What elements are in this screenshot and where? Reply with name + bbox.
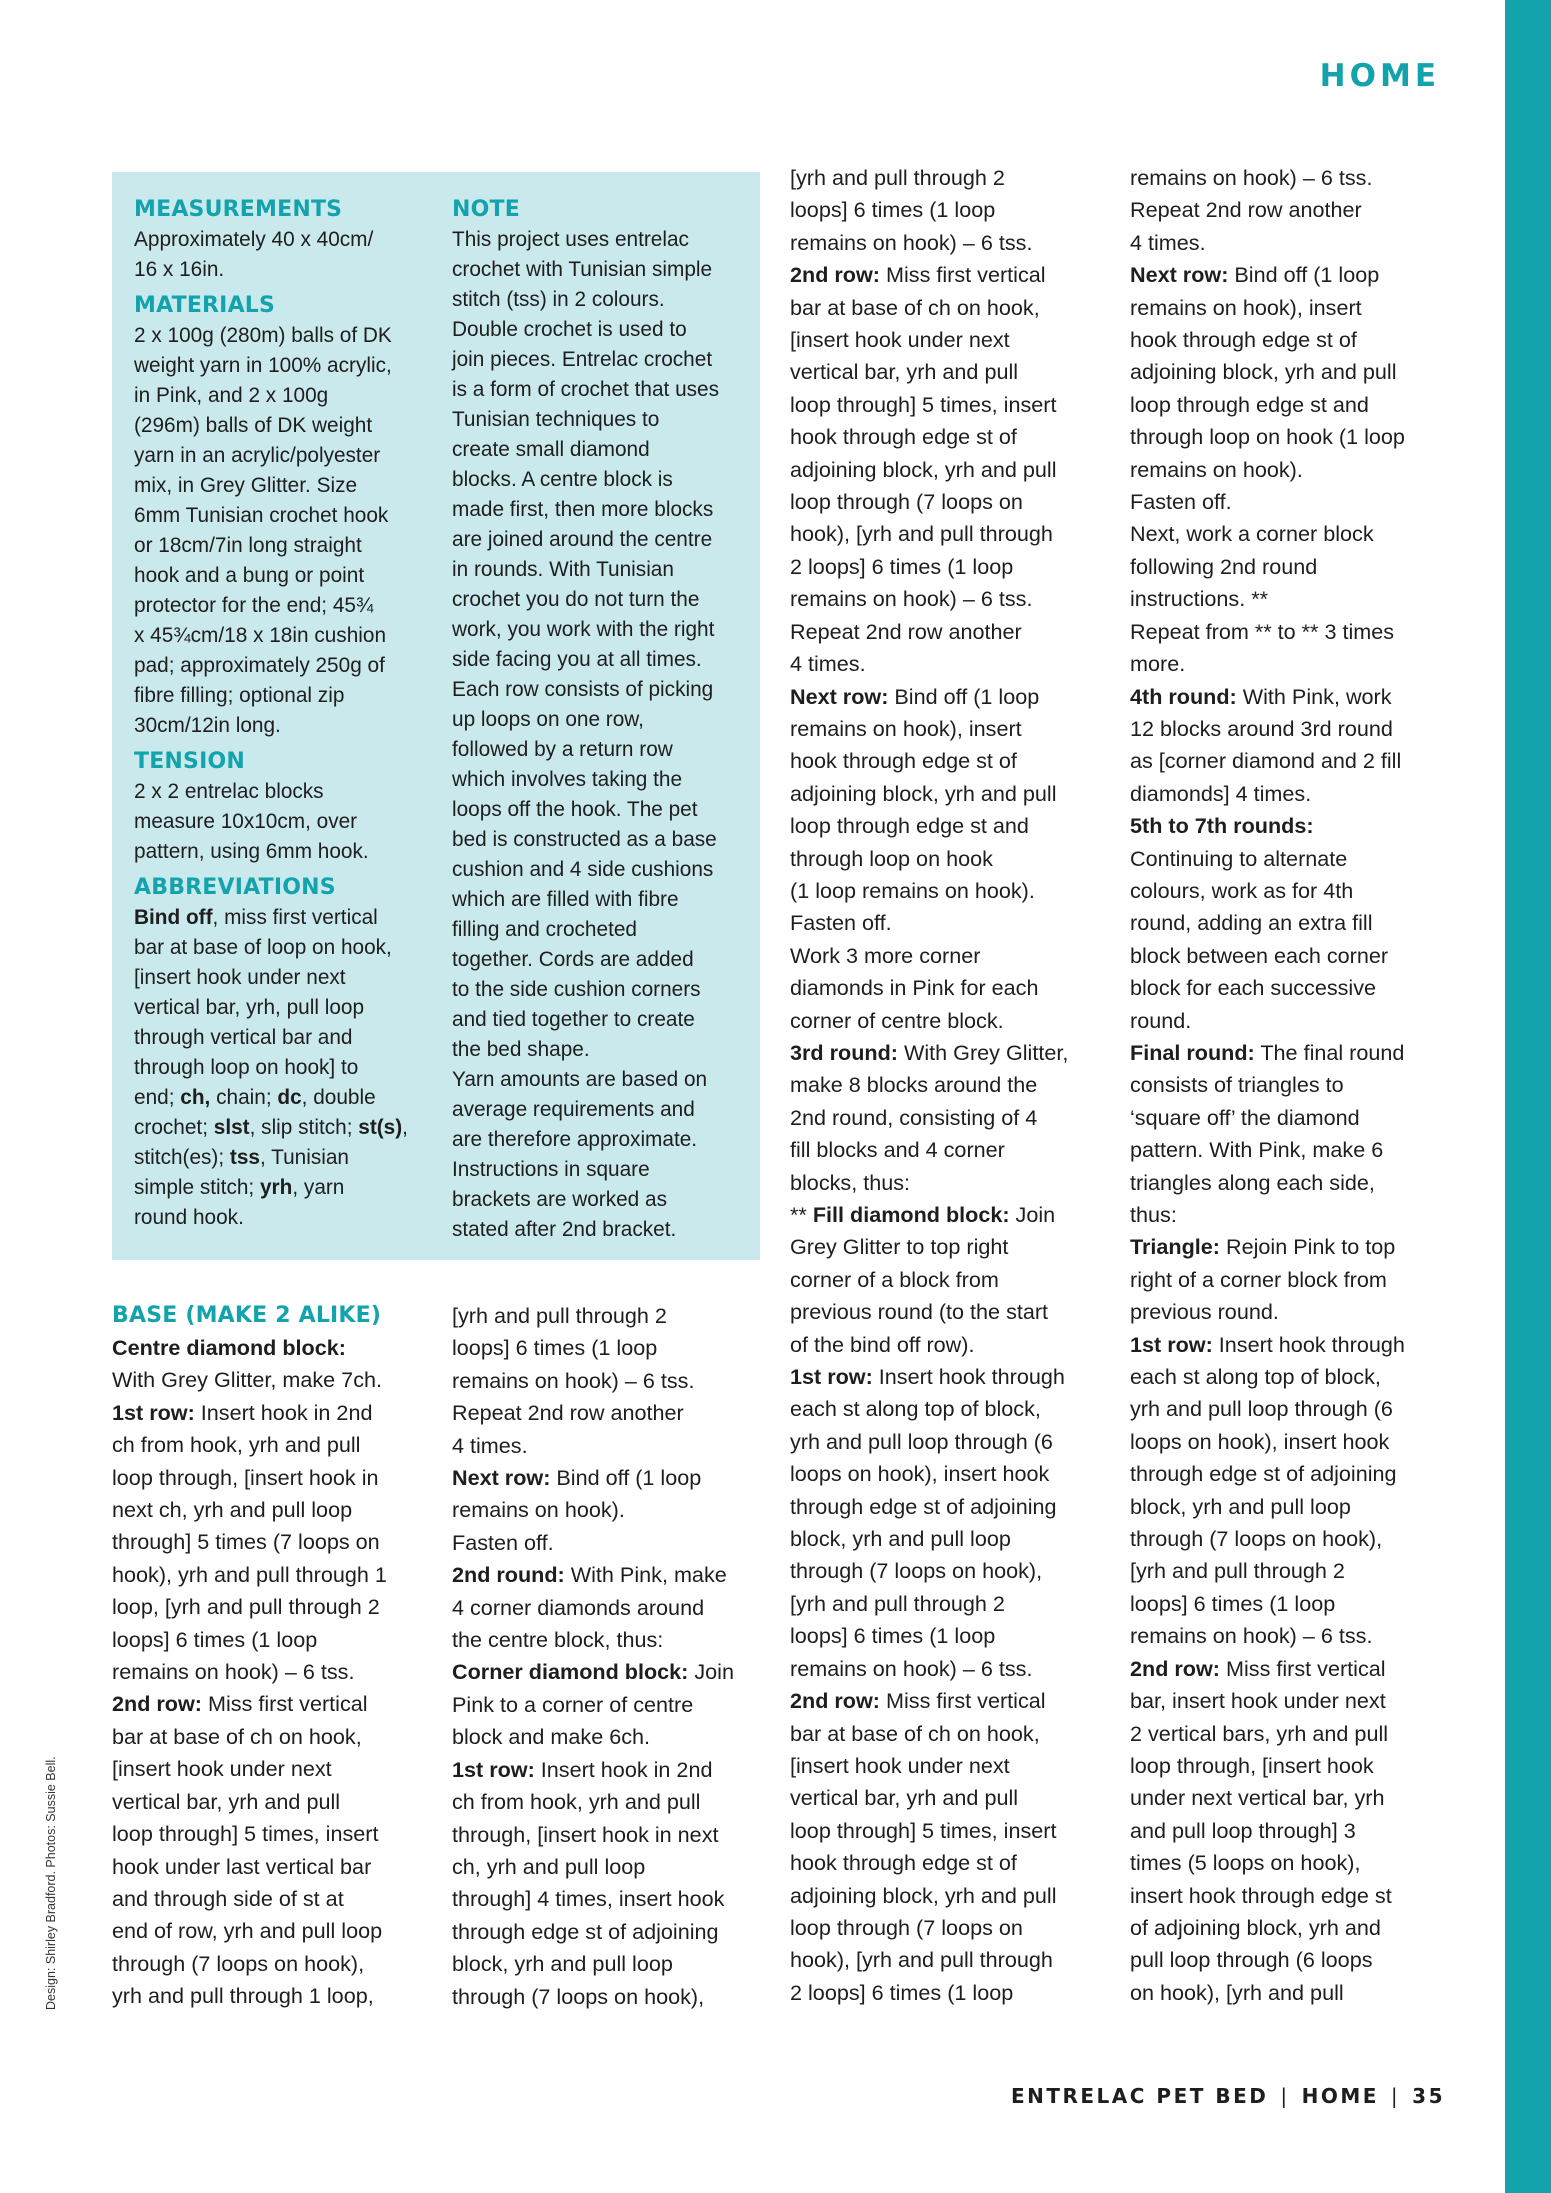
text-line: followed by a return row: [452, 738, 673, 761]
text-line: [yrh and pull through 2: [790, 1590, 1005, 1616]
text-line: loop through (7 loops on: [790, 1914, 1023, 1940]
text-line: weight yarn in 100% acrylic,: [134, 354, 392, 377]
text-line: block, yrh and pull loop: [452, 1951, 673, 1977]
text-line: consists of triangles to: [1130, 1072, 1344, 1098]
text-line: yrh and pull through 1 loop,: [112, 1983, 374, 2009]
footer-section: HOME: [1301, 2084, 1379, 2108]
text-line: previous round.: [1130, 1299, 1279, 1325]
col4-text-h: [1130, 1685, 1450, 2009]
text-line: remains on hook).: [1130, 456, 1303, 482]
text-line: filling and crocheted: [452, 918, 637, 941]
text-line: (1 loop remains on hook).: [790, 877, 1035, 903]
col3-text-e: [790, 1231, 1110, 1361]
text-line: through edge st of adjoining: [790, 1493, 1057, 1519]
text-line: remains on hook).: [452, 1497, 625, 1523]
measurements-heading: MEASUREMENTS: [134, 197, 343, 222]
text-line: of adjoining block, yrh and: [1130, 1914, 1381, 1940]
note-text: [452, 225, 752, 1245]
text-line: insert hook through edge st: [1130, 1882, 1392, 1908]
text-line: block for each successive: [1130, 975, 1377, 1001]
col3-text-a: [790, 162, 1110, 259]
text-line: Repeat 2nd row another: [452, 1400, 684, 1426]
text-line: previous round (to the start: [790, 1299, 1049, 1325]
text-line: loop through (7 loops on: [790, 489, 1023, 515]
text-line: end of row, yrh and pull loop: [112, 1918, 383, 1944]
text-line: ch from hook, yrh and pull: [452, 1789, 701, 1815]
text-line: on hook), [yrh and pull: [1130, 1979, 1344, 2005]
text-line: of the bind off row).: [790, 1331, 975, 1357]
column-3: [yrh and pull through 2 loops] 6 times (1 loop remains on hook) – 6 tss. 2nd row: Miss first vertical bar at base of ch on hook, [insert hook under next vertical bar, yrh and pull loop through] 5 times, insert hook through edge st of adjoining block, yrh and pull loop through (7 loops on hook), [yrh and pull through 2 loops] 6 times (1 loop remains on hook) – 6 tss. Repeat 2nd row another 4 times. Next row: Bind off (1 loop remains on hook), insert hook through edge st of adjoining block, yrh and pull loop through edge st and through loop on hook (1 loop remains on hook). Fasten off. Work 3 more corner diamonds in Pink for each corner of centre block. 3rd round: With Grey Glitter, make 8 blocks around the 2nd round, consisting of 4 fill blocks and 4 corner blocks, thus: ** Fill diamond block: Join Grey Glitter to top right corner of a block from previous round (to the start of the bind off row). 1st row: Insert hook through each st along top of block, yrh and pull loop through (6 loops on hook), insert hook through edge st of adjoining block, yrh and pull loop through (7 loops on hook), [yrh and pull through 2 loops] 6 times (1 loop remains on hook) – 6 tss. 2nd row: Miss first vertical bar at base of ch on hook, [insert hook under next vertical bar, yrh and pull loop through] 5 times, insert hook through edge st of adjoining block, yrh and pull loop through (7 loops on hook), [yrh and pull through 2 loops] 6 times (1 loop: [790, 162, 1110, 2009]
text-line: block and make 6ch.: [452, 1724, 651, 1750]
col3-text-g: [790, 1718, 1110, 2010]
text-line: 2 loops] 6 times (1 loop: [790, 1979, 1014, 2005]
text-line: (296m) balls of DK weight: [134, 414, 373, 437]
text-line: Tunisian techniques to: [452, 408, 660, 431]
text-line: instructions. **: [1130, 586, 1269, 612]
text-line: together. Cords are added: [452, 948, 694, 971]
text-line: Fasten off.: [1130, 489, 1232, 515]
text-line: through edge st of adjoining: [1130, 1461, 1397, 1487]
text-line: Grey Glitter to top right: [790, 1234, 1009, 1260]
col3-text-f: [790, 1393, 1110, 1685]
col2-text-a: [452, 1300, 772, 1462]
text-line: side facing you at all times.: [452, 648, 702, 671]
text-line: up loops on one row,: [452, 708, 644, 731]
text-line: which are filled with fibre: [452, 888, 679, 911]
text-line: remains on hook) – 6 tss.: [1130, 165, 1373, 190]
text-line: more.: [1130, 651, 1186, 677]
text-line: pull loop through (6 loops: [1130, 1947, 1373, 1973]
text-line: through (7 loops on hook),: [452, 1983, 705, 2009]
text-line: 2 x 100g (280m) balls of DK: [134, 324, 392, 347]
text-line: hook through edge st of: [790, 1850, 1017, 1876]
text-line: through (7 loops on hook),: [790, 1558, 1043, 1584]
text-line: hook), [yrh and pull through: [790, 1947, 1053, 1973]
text-line: remains on hook), insert: [790, 715, 1022, 741]
text-line: bar at base of ch on hook,: [790, 294, 1040, 320]
text-line: are therefore approximate.: [452, 1128, 698, 1151]
col1-text-a: [112, 1429, 432, 1688]
text-line: hook through edge st of: [1130, 327, 1357, 353]
text-line: are joined around the centre: [452, 528, 713, 551]
text-line: loops off the hook. The pet: [452, 798, 698, 821]
text-line: corner of centre block.: [790, 1007, 1004, 1033]
text-line: protector for the end; 45¾: [134, 594, 374, 617]
text-line: block, yrh and pull loop: [1130, 1493, 1351, 1519]
text-line: loop through edge st and: [1130, 391, 1369, 417]
text-line: [insert hook under next: [790, 327, 1010, 353]
text-line: each st along top of block,: [790, 1396, 1041, 1422]
text-line: bar at base of ch on hook,: [790, 1720, 1040, 1746]
text-line: hook), [yrh and pull through: [790, 521, 1053, 547]
col4-text-a: [1130, 162, 1450, 259]
measurements-text: [134, 225, 434, 285]
text-line: yrh and pull loop through (6: [1130, 1396, 1393, 1422]
text-line: 2 x 2 entrelac blocks: [134, 780, 324, 803]
text-line: fibre filling; optional zip: [134, 684, 345, 707]
text-line: 4 times.: [790, 651, 866, 677]
text-line: through] 4 times, insert hook: [452, 1886, 725, 1912]
column-4: remains on hook) – 6 tss. Repeat 2nd row another 4 times. Next row: Bind off (1 loop remains on hook), insert hook through edge st of adjoining block, yrh and pull loop through edge st and through loop on hook (1 loop remains on hook). Fasten off. Next, work a corner block following 2nd round instructions. ** Repeat from ** to ** 3 times more. 4th round: With Pink, work 12 blocks around 3rd round as [corner diamond and 2 fill diamonds] 4 times. 5th to 7th rounds: Continuing to alternate colours, work as for 4th round, adding an extra fill block between each corner block for each successive round. Final round: The final round consists of triangles to ‘square off’ the diamond pattern. With Pink, make 6 triangles along each side, thus: Triangle: Rejoin Pink to top right of a corner block from previous round. 1st row: Insert hook through each st along top of block, yrh and pull loop through (6 loops on hook), insert hook through edge st of adjoining block, yrh and pull loop through (7 loops on hook), [yrh and pull through 2 loops] 6 times (1 loop remains on hook) – 6 tss. 2nd row: Miss first vertical bar, insert hook under next 2 vertical bars, yrh and pull loop through, [insert hook under next vertical bar, yrh and pull loop through] 3 times (5 loops on hook), insert hook through edge st of adjoining block, yrh and pull loop through (6 loops on hook), [yrh and pull: [1130, 162, 1450, 2009]
text-line: This project uses entrelac: [452, 228, 689, 251]
text-line: diamonds] 4 times.: [1130, 780, 1312, 806]
text-line: ch from hook, yrh and pull: [112, 1432, 361, 1458]
text-line: average requirements and: [452, 1098, 695, 1121]
text-line: remains on hook) – 6 tss.: [790, 1655, 1033, 1681]
text-line: round, adding an extra fill: [1130, 910, 1373, 936]
footer-separator: |: [1390, 2084, 1401, 2108]
page-footer: [900, 2084, 1445, 2108]
text-line: remains on hook) – 6 tss.: [790, 229, 1033, 255]
text-line: or 18cm/7in long straight: [134, 534, 362, 557]
text-line: yarn in an acrylic/polyester: [134, 444, 381, 467]
text-line: remains on hook), insert: [1130, 294, 1362, 320]
text-line: crochet with Tunisian simple: [452, 258, 713, 281]
text-line: through] 5 times (7 loops on: [112, 1529, 380, 1555]
col2-text-d: [452, 1689, 772, 1754]
col4-text-c: [1130, 713, 1450, 810]
text-line: make 8 blocks around the: [790, 1072, 1038, 1098]
text-line: crochet you do not turn the: [452, 588, 700, 611]
text-line: pattern, using 6mm hook.: [134, 840, 369, 863]
text-line: is a form of crochet that uses: [452, 378, 720, 401]
text-line: 12 blocks around 3rd round: [1130, 715, 1393, 741]
col2-text-c: [452, 1592, 772, 1657]
text-line: bar at base of ch on hook,: [112, 1723, 362, 1749]
text-line: Pink to a corner of centre: [452, 1691, 694, 1717]
section-header: HOME: [1319, 58, 1440, 94]
text-line: ‘square off’ the diamond: [1130, 1104, 1360, 1130]
text-line: [yrh and pull through 2: [790, 165, 1005, 190]
text-line: Approximately 40 x 40cm/: [134, 228, 374, 251]
text-line: bed is constructed as a base: [452, 828, 717, 851]
text-line: remains on hook) – 6 tss.: [112, 1659, 355, 1685]
note-heading: NOTE: [452, 197, 520, 222]
text-line: loops] 6 times (1 loop: [790, 1623, 996, 1649]
text-line: hook under last vertical bar: [112, 1853, 372, 1879]
text-line: through loop on hook: [790, 845, 993, 871]
text-line: [yrh and pull through 2: [452, 1303, 667, 1328]
text-line: stated after 2nd bracket.: [452, 1218, 677, 1241]
materials-heading: MATERIALS: [134, 293, 276, 318]
text-line: colours, work as for 4th: [1130, 877, 1354, 903]
text-line: adjoining block, yrh and pull: [790, 456, 1057, 482]
text-line: bar, insert hook under next: [1130, 1688, 1386, 1714]
text-line: Repeat from ** to ** 3 times: [1130, 618, 1395, 644]
text-line: block, yrh and pull loop: [790, 1526, 1011, 1552]
col4-text-e: [1130, 1069, 1450, 1231]
side-accent-bar: [1505, 0, 1551, 2193]
text-line: brackets are worked as: [452, 1188, 667, 1211]
text-line: work, you work with the right: [452, 618, 715, 641]
text-line: diamonds in Pink for each: [790, 975, 1039, 1001]
tension-text: [134, 777, 434, 867]
text-line: loop through, [insert hook: [1130, 1752, 1374, 1778]
text-line: pattern. With Pink, make 6: [1130, 1137, 1384, 1163]
text-line: Instructions in square: [452, 1158, 650, 1181]
col2-text-b: [452, 1494, 772, 1559]
text-line: each st along top of block,: [1130, 1364, 1381, 1390]
text-line: create small diamond: [452, 438, 650, 461]
text-line: in rounds. With Tunisian: [452, 558, 674, 581]
text-line: loop through edge st and: [790, 813, 1029, 839]
text-line: x 45¾cm/18 x 18in cushion: [134, 624, 387, 647]
text-line: the centre block, thus:: [452, 1627, 664, 1653]
text-line: loops on hook), insert hook: [790, 1461, 1050, 1487]
text-line: hook through edge st of: [790, 424, 1017, 450]
text-line: ch, yrh and pull loop: [452, 1853, 646, 1879]
text-line: blocks, thus:: [790, 1169, 911, 1195]
text-line: blocks. A centre block is: [452, 468, 673, 491]
text-line: hook through edge st of: [790, 748, 1017, 774]
text-line: right of a corner block from: [1130, 1266, 1387, 1292]
text-line: vertical bar, yrh and pull: [112, 1788, 341, 1814]
col3-text-b: [790, 292, 1110, 681]
text-line: loops] 6 times (1 loop: [1130, 1590, 1336, 1616]
text-line: 6mm Tunisian crochet hook: [134, 504, 389, 527]
col1-text-b: [112, 1721, 432, 2013]
column-2: [yrh and pull through 2 loops] 6 times (1 loop remains on hook) – 6 tss. Repeat 2nd row another 4 times. Next row: Bind off (1 loop remains on hook). Fasten off. 2nd round: With Pink, make 4 corner diamonds around the centre block, thus: Corner diamond block: Join Pink to a corner of centre block and make 6ch. 1st row: Insert hook in 2nd ch from hook, yrh and pull through, [insert hook in next ch, yrh and pull loop through] 4 times, insert hook through edge st of adjoining block, yrh and pull loop through (7 loops on hook),: [452, 1300, 772, 2013]
text-line: and pull loop through] 3: [1130, 1817, 1356, 1843]
text-line: triangles along each side,: [1130, 1169, 1375, 1195]
col4-text-f: [1130, 1264, 1450, 1329]
col3-text-c: [790, 713, 1110, 1037]
col2-text-e: [452, 1786, 772, 2013]
col4-text-d: [1130, 843, 1450, 1037]
text-line: 16 x 16in.: [134, 258, 225, 281]
text-line: Double crochet is used to: [452, 318, 687, 341]
text-line: which involves taking the: [452, 768, 683, 791]
block-title: Centre diamond block:: [112, 1335, 346, 1360]
box-left-column: [134, 195, 434, 1233]
text-line: through edge st of adjoining: [452, 1918, 719, 1944]
text-line: 4 times.: [1130, 229, 1206, 255]
text-line: and through side of st at: [112, 1885, 344, 1911]
text-line: the bed shape.: [452, 1038, 590, 1061]
text-line: loops on hook), insert hook: [1130, 1428, 1390, 1454]
text-line: Work 3 more corner: [790, 942, 981, 968]
footer-title: ENTRELAC PET BED: [1010, 2084, 1269, 2108]
materials-text: [134, 321, 434, 741]
text-line: stitch (tss) in 2 colours.: [452, 288, 665, 311]
text-line: loop through, [insert hook in: [112, 1464, 379, 1490]
text-line: Each row consists of picking: [452, 678, 714, 701]
text-line: through loop on hook (1 loop: [1130, 424, 1405, 450]
col3-text-d: [790, 1069, 1110, 1199]
text-line: times (5 loops on hook),: [1130, 1850, 1361, 1876]
text-line: Continuing to alternate: [1130, 845, 1348, 871]
text-line: 30cm/12in long.: [134, 714, 281, 737]
text-line: cushion and 4 side cushions: [452, 858, 714, 881]
base-heading: BASE (MAKE 2 ALIKE): [112, 1303, 382, 1328]
photo-credit: Design: Shirley Bradford. Photos: Sussie Bell.: [44, 1756, 58, 2010]
text-line: 2 loops] 6 times (1 loop: [790, 553, 1014, 579]
text-line: loops] 6 times (1 loop: [112, 1626, 318, 1652]
text-line: loop through] 5 times, insert: [112, 1821, 379, 1847]
text-line: Fasten off.: [452, 1529, 554, 1555]
text-line: [insert hook under next: [112, 1756, 332, 1782]
page-number: 35: [1412, 2084, 1445, 2108]
text-line: thus:: [1130, 1202, 1177, 1227]
tension-heading: TENSION: [134, 749, 245, 774]
text-line: 2nd round, consisting of 4: [790, 1104, 1038, 1130]
text-line: remains on hook) – 6 tss.: [452, 1367, 695, 1393]
text-line: remains on hook) – 6 tss.: [790, 586, 1033, 612]
text-line: under next vertical bar, yrh: [1130, 1785, 1385, 1811]
text-line: pad; approximately 250g of: [134, 654, 385, 677]
text-line: join pieces. Entrelac crochet: [452, 348, 713, 371]
text-line: hook and a bung or point: [134, 564, 365, 587]
text-line: adjoining block, yrh and pull: [790, 1882, 1057, 1908]
text-line: and tied together to create: [452, 1008, 695, 1031]
text-line: loops] 6 times (1 loop: [790, 197, 996, 223]
text-line: loop, [yrh and pull through 2: [112, 1594, 380, 1620]
text-line: following 2nd round: [1130, 553, 1318, 579]
text-line: remains on hook) – 6 tss.: [1130, 1623, 1373, 1649]
text-line: adjoining block, yrh and pull: [790, 780, 1057, 806]
text-line: round.: [1130, 1007, 1192, 1033]
text-line: loops] 6 times (1 loop: [452, 1335, 658, 1361]
text-line: through (7 loops on hook),: [112, 1950, 365, 1976]
text-line: made first, then more blocks: [452, 498, 714, 521]
text-line: 2 vertical bars, yrh and pull: [1130, 1720, 1389, 1746]
text-line: vertical bar, yrh and pull: [790, 359, 1019, 385]
text-line: Next, work a corner block: [1130, 521, 1374, 547]
text-line: block between each corner: [1130, 942, 1389, 968]
text-line: adjoining block, yrh and pull: [1130, 359, 1397, 385]
text-line: loop through] 5 times, insert: [790, 391, 1057, 417]
text-line: mix, in Grey Glitter. Size: [134, 474, 358, 497]
abbreviations-text: Bind off, miss first vertical bar at base of loop on hook, [insert hook under next vertical bar, yrh, pull loop through vertical bar and through loop on hook] to end; ch, chain; dc, double crochet; slst, slip stitch; st(s), stitch(es); tss, Tunisian simple stitch; yrh, yarn round hook.: [134, 906, 408, 1229]
text-line: Yarn amounts are based on: [452, 1068, 708, 1091]
text-line: next ch, yrh and pull loop: [112, 1497, 353, 1523]
text-line: vertical bar, yrh and pull: [790, 1785, 1019, 1811]
abbreviations-heading: ABBREVIATIONS: [134, 875, 336, 900]
text-line: 4 times.: [452, 1432, 528, 1458]
text-line: Repeat 2nd row another: [1130, 197, 1362, 223]
text-line: through, [insert hook in next: [452, 1821, 719, 1847]
text-line: Repeat 2nd row another: [790, 618, 1022, 644]
text-line: in Pink, and 2 x 100g: [134, 384, 329, 407]
box-right-column: [452, 195, 752, 1245]
text-line: hook), yrh and pull through 1: [112, 1561, 387, 1587]
text-line: Fasten off.: [790, 910, 892, 936]
col4-text-b: [1130, 292, 1450, 681]
text-line: through (7 loops on hook),: [1130, 1526, 1383, 1552]
text-line: as [corner diamond and 2 fill: [1130, 748, 1402, 774]
text-line: [yrh and pull through 2: [1130, 1558, 1345, 1584]
text-line: fill blocks and 4 corner: [790, 1137, 1005, 1163]
text-line: 4 corner diamonds around: [452, 1594, 705, 1620]
base-column: BASE (MAKE 2 ALIKE) Centre diamond block: With Grey Glitter, make 7ch. 1st row: Insert hook in 2nd ch from hook, yrh and pull loop through, [insert hook in next ch, yrh and pull loop through] 5 times (7 loops on hook), yrh and pull through 1 loop, [yrh and pull through 2 loops] 6 times (1 loop remains on hook) – 6 tss. 2nd row: Miss first vertical bar at base of ch on hook, [insert hook under next vertical bar, yrh and pull loop through] 5 times, insert hook under last vertical bar and through side of st at end of row, yrh and pull loop through (7 loops on hook), yrh and pull through 1 loop,: [112, 1300, 432, 2013]
text-line: [insert hook under next: [790, 1752, 1010, 1778]
footer-separator: |: [1280, 2084, 1290, 2108]
text-line: loop through] 5 times, insert: [790, 1817, 1057, 1843]
col4-text-g: [1130, 1361, 1450, 1653]
text-line: to the side cushion corners: [452, 978, 701, 1001]
text-line: measure 10x10cm, over: [134, 810, 358, 833]
text-line: corner of a block from: [790, 1266, 999, 1292]
text-line: yrh and pull loop through (6: [790, 1428, 1053, 1454]
